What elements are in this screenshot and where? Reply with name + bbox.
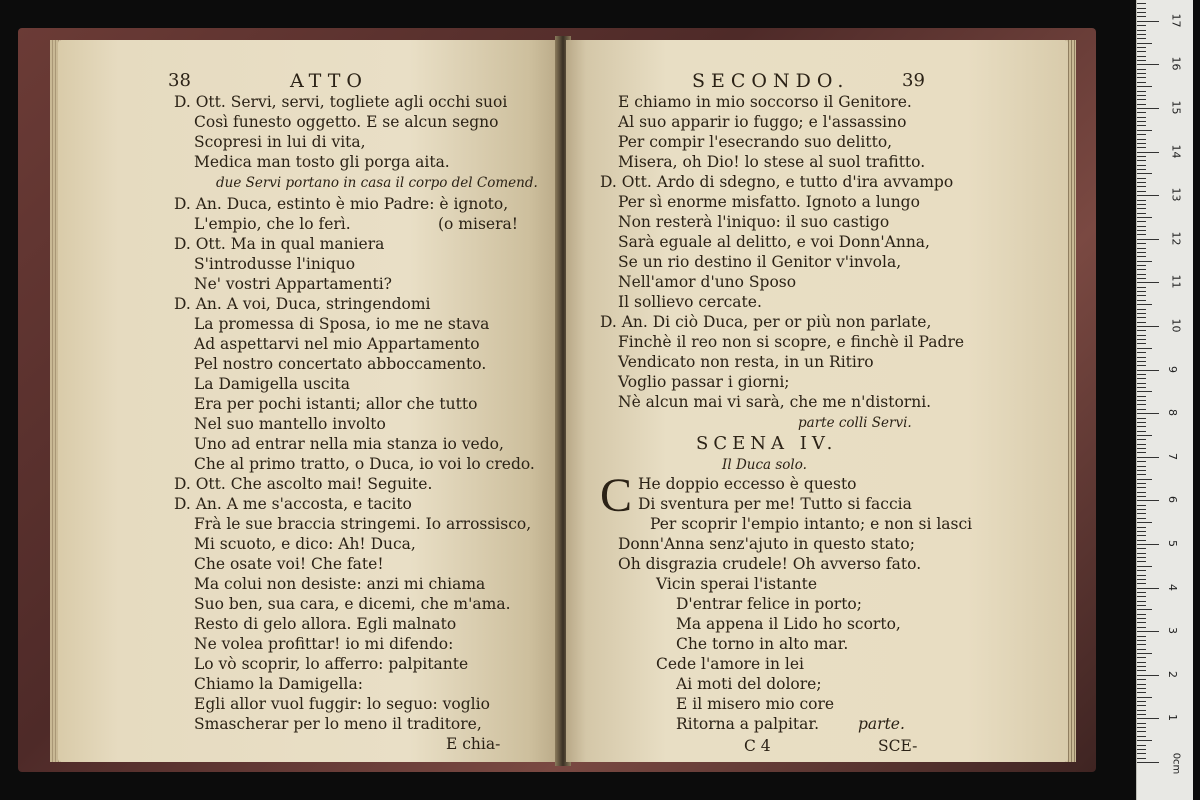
ruler-tick xyxy=(1137,295,1146,296)
ruler-tick xyxy=(1137,309,1146,310)
text-line: D. An. Duca, estinto è mio Padre: è ignoto, xyxy=(174,195,509,213)
ruler-tick xyxy=(1137,252,1146,253)
ruler-tick xyxy=(1137,378,1146,379)
ruler-tick xyxy=(1137,217,1152,218)
ruler-tick xyxy=(1137,104,1146,105)
text-line: E chiamo in mio soccorso il Genitore. xyxy=(618,93,912,111)
text-line: D. An. Di ciò Duca, per or più non parlate, xyxy=(600,313,932,331)
text-line: D. Ott. Ma in qual maniera xyxy=(174,235,385,253)
ruler-tick xyxy=(1137,483,1146,484)
ruler-tick xyxy=(1137,21,1159,22)
ruler-tick xyxy=(1137,496,1146,497)
ruler-tick xyxy=(1137,487,1146,488)
ruler-tick xyxy=(1137,418,1146,419)
ruler-tick xyxy=(1137,313,1146,314)
ruler-tick xyxy=(1137,77,1146,78)
ruler-tick xyxy=(1137,466,1146,467)
text-line: Suo ben, sua cara, e dicemi, che m'ama. xyxy=(194,595,511,613)
ruler-tick xyxy=(1137,91,1146,92)
ruler-tick xyxy=(1137,710,1146,711)
ruler-tick xyxy=(1137,304,1152,305)
text-line: Donn'Anna senz'ajuto in questo stato; xyxy=(618,535,915,553)
ruler-tick xyxy=(1137,278,1146,279)
ruler-tick xyxy=(1137,186,1146,187)
text-line: L'empio, che lo ferì. xyxy=(194,215,351,233)
ruler-tick xyxy=(1137,213,1146,214)
text-line: Scopresi in lui di vita, xyxy=(194,133,366,151)
ruler-number: 13 xyxy=(1169,187,1183,202)
ruler-number: 14 xyxy=(1169,144,1183,159)
ruler-tick xyxy=(1137,570,1146,571)
text-line: Pel nostro concertato abboccamento. xyxy=(194,355,487,373)
ruler-tick xyxy=(1137,370,1159,371)
ruler-tick xyxy=(1137,134,1146,135)
ruler-tick xyxy=(1137,457,1159,458)
ruler-tick xyxy=(1137,121,1146,122)
ruler-number: 11 xyxy=(1169,274,1183,289)
ruler-number: 6 xyxy=(1166,496,1179,504)
ruler-tick xyxy=(1137,265,1146,266)
ruler-tick xyxy=(1137,343,1146,344)
ruler-tick xyxy=(1137,509,1146,510)
ruler-tick xyxy=(1137,426,1146,427)
ruler-tick xyxy=(1137,30,1146,31)
ruler-tick xyxy=(1137,448,1146,449)
text-line: Era per pochi istanti; allor che tutto xyxy=(194,395,478,413)
page-number: 39 xyxy=(902,70,925,91)
ruler-tick xyxy=(1137,365,1146,366)
ruler-tick xyxy=(1137,274,1146,275)
ruler-tick xyxy=(1137,588,1159,589)
ruler-tick xyxy=(1137,435,1152,436)
ruler-tick xyxy=(1137,579,1146,580)
ruler-tick xyxy=(1137,688,1146,689)
ruler-tick xyxy=(1137,282,1159,283)
stage-direction: parte. xyxy=(858,715,905,733)
ruler-tick xyxy=(1137,657,1146,658)
ruler-tick xyxy=(1137,60,1146,61)
ruler-tick xyxy=(1137,130,1152,131)
text-line: Lo vò scoprir, lo afferro: palpitante xyxy=(194,655,469,673)
ruler-tick xyxy=(1137,627,1146,628)
ruler-tick xyxy=(1137,522,1152,523)
ruler-tick xyxy=(1137,731,1146,732)
ruler-tick xyxy=(1137,566,1152,567)
ruler-number: 9 xyxy=(1166,365,1179,373)
drop-cap: C xyxy=(600,469,633,522)
ruler-tick xyxy=(1137,221,1146,222)
text-line: Che torno in alto mar. xyxy=(676,635,849,653)
text-line: Nel suo mantello involto xyxy=(194,415,386,433)
ruler-tick xyxy=(1137,670,1146,671)
ruler-tick xyxy=(1137,195,1159,196)
text-line: S'introdusse l'iniquo xyxy=(194,255,356,273)
ruler-tick xyxy=(1137,169,1146,170)
ruler-number: 3 xyxy=(1166,627,1179,635)
ruler-tick xyxy=(1137,152,1159,153)
ruler-tick xyxy=(1137,147,1146,148)
text-line: Ma colui non desiste: anzi mi chiama xyxy=(194,575,486,593)
text-line: Il sollievo cercate. xyxy=(618,293,762,311)
ruler-tick xyxy=(1137,701,1146,702)
ruler-tick xyxy=(1137,248,1146,249)
ruler-tick xyxy=(1137,461,1146,462)
ruler-tick xyxy=(1137,322,1146,323)
ruler-tick xyxy=(1137,622,1146,623)
ruler-tick xyxy=(1137,723,1146,724)
ruler-tick xyxy=(1137,396,1146,397)
ruler-tick xyxy=(1137,143,1146,144)
ruler-tick xyxy=(1137,269,1146,270)
ruler-tick xyxy=(1137,601,1146,602)
text-line: Per compir l'esecrando suo delitto, xyxy=(618,133,893,151)
ruler-tick xyxy=(1137,82,1146,83)
ruler-tick xyxy=(1137,108,1159,109)
ruler-tick xyxy=(1137,644,1146,645)
ruler-number: 7 xyxy=(1166,452,1179,460)
text-line: Chiamo la Damigella: xyxy=(194,675,363,693)
ruler-tick xyxy=(1137,527,1146,528)
ruler-tick xyxy=(1137,156,1146,157)
ruler-tick xyxy=(1137,618,1146,619)
right-page xyxy=(566,40,1068,762)
ruler-tick xyxy=(1137,640,1146,641)
text-line: D. An. A me s'accosta, e tacito xyxy=(174,495,412,513)
ruler-number: 15 xyxy=(1169,100,1183,115)
ruler-number: 2 xyxy=(1166,670,1179,678)
text-line: He doppio eccesso è questo xyxy=(638,475,857,493)
page-number: 38 xyxy=(168,70,191,91)
ruler-tick xyxy=(1137,330,1146,331)
ruler-tick xyxy=(1137,714,1146,715)
ruler-tick xyxy=(1137,609,1152,610)
ruler-tick xyxy=(1137,178,1146,179)
ruler-tick xyxy=(1137,64,1159,65)
ruler-tick xyxy=(1137,740,1152,741)
ruler-tick xyxy=(1137,736,1146,737)
text-line: Che al primo tratto, o Duca, io voi lo credo. xyxy=(194,455,535,473)
ruler-tick xyxy=(1137,544,1159,545)
ruler-tick xyxy=(1137,200,1146,201)
ruler-tick xyxy=(1137,592,1146,593)
ruler-tick xyxy=(1137,95,1146,96)
text-line: Per sì enorme misfatto. Ignoto a lungo xyxy=(618,193,920,211)
ruler-tick xyxy=(1137,387,1146,388)
scene-subheading: Il Duca solo. xyxy=(722,457,807,473)
text-line: D. An. A voi, Duca, stringendomi xyxy=(174,295,431,313)
ruler-tick xyxy=(1137,479,1152,480)
ruler-number: 10 xyxy=(1169,318,1183,333)
text-line: Se un rio destino il Genitor v'invola, xyxy=(618,253,902,271)
text-line: Uno ad entrar nella mia stanza io vedo, xyxy=(194,435,504,453)
text-line: La Damigella uscita xyxy=(194,375,351,393)
ruler-tick xyxy=(1137,112,1146,113)
text-line: (o misera! xyxy=(438,215,518,233)
text-line: Che osate voi! Che fate! xyxy=(194,555,384,573)
ruler-tick xyxy=(1137,561,1146,562)
ruler-tick xyxy=(1137,666,1146,667)
ruler-tick xyxy=(1137,413,1159,414)
text-line: Misera, oh Dio! lo stese al suol trafitto. xyxy=(618,153,926,171)
left-page xyxy=(58,40,560,762)
text-line: Sarà eguale al delitto, e voi Donn'Anna, xyxy=(618,233,930,251)
ruler-tick xyxy=(1137,182,1146,183)
ruler-tick xyxy=(1137,540,1146,541)
running-header: ATTO xyxy=(290,70,368,92)
text-line: Cede l'amore in lei xyxy=(656,655,805,673)
ruler-tick xyxy=(1137,662,1146,663)
ruler-tick xyxy=(1137,117,1146,118)
ruler-tick xyxy=(1137,575,1146,576)
text-line: Egli allor vuol fuggir: lo seguo: voglio xyxy=(194,695,490,713)
ruler-tick xyxy=(1137,400,1146,401)
ruler-tick xyxy=(1137,8,1146,9)
ruler-tick xyxy=(1137,191,1146,192)
ruler-tick xyxy=(1137,86,1152,87)
text-line: Non resterà l'iniquo: il suo castigo xyxy=(618,213,890,231)
ruler-tick xyxy=(1137,583,1146,584)
ruler-tick xyxy=(1137,605,1146,606)
text-line: Vendicato non resta, in un Ritiro xyxy=(618,353,874,371)
ruler-tick xyxy=(1137,679,1146,680)
ruler-tick xyxy=(1137,300,1146,301)
text-line: Vicin sperai l'istante xyxy=(656,575,817,593)
text-line: Smascherar per lo meno il traditore, xyxy=(194,715,482,733)
ruler-tick xyxy=(1137,631,1159,632)
ruler-tick xyxy=(1137,505,1146,506)
ruler-unit-label: 0cm xyxy=(1170,752,1182,775)
text-line: Finchè il reo non si scopre, e finchè il Padre xyxy=(618,333,965,351)
ruler-tick xyxy=(1137,25,1146,26)
ruler-tick xyxy=(1137,422,1146,423)
text-line: Ne volea profittar! io mi difendo: xyxy=(194,635,454,653)
ruler-tick xyxy=(1137,261,1152,262)
ruler-tick xyxy=(1137,649,1146,650)
ruler-tick xyxy=(1137,47,1146,48)
text-line: Mi scuoto, e dico: Ah! Duca, xyxy=(194,535,416,553)
ruler-tick xyxy=(1137,404,1146,405)
ruler-tick xyxy=(1137,557,1146,558)
ruler-tick xyxy=(1137,335,1146,336)
text-line: Ma appena il Lido ho scorto, xyxy=(676,615,901,633)
ruler-tick xyxy=(1137,500,1159,501)
ruler-tick xyxy=(1137,326,1159,327)
text-line: Ritorna a palpitar. xyxy=(676,715,820,733)
ruler-tick xyxy=(1137,492,1146,493)
text-line: Medica man tosto gli porga aita. xyxy=(194,153,450,171)
text-line: D'entrar felice in porto; xyxy=(676,595,862,613)
ruler-tick xyxy=(1137,452,1146,453)
ruler-tick xyxy=(1137,239,1159,240)
ruler-tick xyxy=(1137,758,1146,759)
ruler-tick xyxy=(1137,56,1146,57)
ruler-tick xyxy=(1137,234,1146,235)
catchword: SCE- xyxy=(878,737,918,755)
ruler-tick xyxy=(1137,173,1152,174)
ruler-tick xyxy=(1137,614,1146,615)
ruler-tick xyxy=(1137,531,1146,532)
ruler-tick xyxy=(1137,762,1159,763)
ruler-tick xyxy=(1137,431,1146,432)
ruler-number: 16 xyxy=(1169,56,1183,71)
text-line: D. Ott. Servi, servi, togliete agli occhi suoi xyxy=(174,93,508,111)
ruler-tick xyxy=(1137,391,1152,392)
text-line: Ad aspettarvi nel mio Appartamento xyxy=(194,335,480,353)
ruler-tick xyxy=(1137,204,1146,205)
ruler-tick xyxy=(1137,444,1146,445)
text-line: Oh disgrazia crudele! Oh avverso fato. xyxy=(618,555,922,573)
text-line: D. Ott. Che ascolto mai! Seguite. xyxy=(174,475,433,493)
signature-mark: C 4 xyxy=(744,737,771,755)
ruler-tick xyxy=(1137,684,1146,685)
ruler-tick xyxy=(1137,139,1146,140)
ruler-tick xyxy=(1137,352,1146,353)
running-header: SECONDO. xyxy=(692,70,850,92)
text-line: Voglio passar i giorni; xyxy=(618,373,790,391)
ruler-tick xyxy=(1137,361,1146,362)
text-line: Frà le sue braccia stringemi. Io arrossisco, xyxy=(194,515,532,533)
ruler-tick xyxy=(1137,230,1146,231)
ruler-tick xyxy=(1137,256,1146,257)
ruler-tick xyxy=(1137,548,1146,549)
ruler-tick xyxy=(1137,745,1146,746)
ruler-tick xyxy=(1137,439,1146,440)
ruler-tick xyxy=(1137,697,1152,698)
ruler-tick xyxy=(1137,749,1146,750)
ruler-tick xyxy=(1137,470,1146,471)
ruler-number: 4 xyxy=(1166,583,1179,591)
ruler-tick xyxy=(1137,165,1146,166)
ruler-tick xyxy=(1137,16,1146,17)
ruler-tick xyxy=(1137,291,1146,292)
ruler-tick xyxy=(1137,348,1152,349)
text-line: Ne' vostri Appartamenti? xyxy=(194,275,392,293)
ruler-tick xyxy=(1137,243,1146,244)
ruler-tick xyxy=(1137,38,1146,39)
ruler-number: 17 xyxy=(1169,13,1183,28)
text-line: Nell'amor d'uno Sposo xyxy=(618,273,797,291)
ruler-tick xyxy=(1137,535,1146,536)
ruler-tick xyxy=(1137,675,1159,676)
ruler-tick xyxy=(1137,653,1152,654)
ruler-tick xyxy=(1137,99,1146,100)
text-line: Di sventura per me! Tutto si faccia xyxy=(638,495,912,513)
text-line: Ai moti del dolore; xyxy=(676,675,822,693)
ruler-number: 5 xyxy=(1166,540,1179,547)
scene-heading: SCENA IV. xyxy=(696,433,838,454)
text-line: Al suo apparir io fuggo; e l'assassino xyxy=(618,113,907,131)
ruler-number: 8 xyxy=(1166,409,1179,417)
ruler-number: 1 xyxy=(1166,714,1179,722)
text-line: Per scoprir l'empio intanto; e non si lasci xyxy=(650,515,973,533)
stage-direction: due Servi portano in casa il corpo del Comend. xyxy=(216,175,538,191)
ruler-tick xyxy=(1137,317,1146,318)
text-line: D. Ott. Ardo di sdegno, e tutto d'ira avvampo xyxy=(600,173,954,191)
ruler-tick xyxy=(1137,357,1146,358)
ruler-tick xyxy=(1137,705,1146,706)
ruler-tick xyxy=(1137,383,1146,384)
ruler-tick xyxy=(1137,409,1146,410)
ruler-tick xyxy=(1137,125,1146,126)
ruler-tick xyxy=(1137,718,1159,719)
text-line: Resto di gelo allora. Egli malnato xyxy=(194,615,457,633)
ruler-tick xyxy=(1137,160,1146,161)
text-line: Così funesto oggetto. E se alcun segno xyxy=(194,113,499,131)
ruler-tick xyxy=(1137,753,1146,754)
ruler-tick xyxy=(1137,374,1146,375)
ruler-tick xyxy=(1137,339,1146,340)
ruler-tick xyxy=(1137,51,1146,52)
ruler-tick xyxy=(1137,513,1146,514)
catchword: E chia- xyxy=(446,735,501,753)
ruler-tick xyxy=(1137,474,1146,475)
ruler-tick xyxy=(1137,43,1152,44)
ruler-tick xyxy=(1137,518,1146,519)
ruler-tick xyxy=(1137,208,1146,209)
ruler-tick xyxy=(1137,69,1146,70)
ruler-tick xyxy=(1137,636,1146,637)
ruler-tick xyxy=(1137,727,1146,728)
text-line: Nè alcun mai vi sarà, che me n'distorni. xyxy=(618,393,932,411)
ruler-tick xyxy=(1137,226,1146,227)
text-line: La promessa di Sposa, io me ne stava xyxy=(194,315,490,333)
ruler-number: 12 xyxy=(1169,231,1183,246)
ruler-tick xyxy=(1137,73,1146,74)
ruler-tick xyxy=(1137,287,1146,288)
ruler-tick xyxy=(1137,34,1146,35)
stage-direction: parte colli Servi. xyxy=(798,415,912,431)
ruler-tick xyxy=(1137,12,1146,13)
ruler-tick xyxy=(1137,553,1146,554)
measuring-ruler xyxy=(1136,0,1193,800)
ruler-tick xyxy=(1137,3,1146,4)
text-line: E il misero mio core xyxy=(676,695,835,713)
ruler-tick xyxy=(1137,692,1146,693)
ruler-tick xyxy=(1137,596,1146,597)
